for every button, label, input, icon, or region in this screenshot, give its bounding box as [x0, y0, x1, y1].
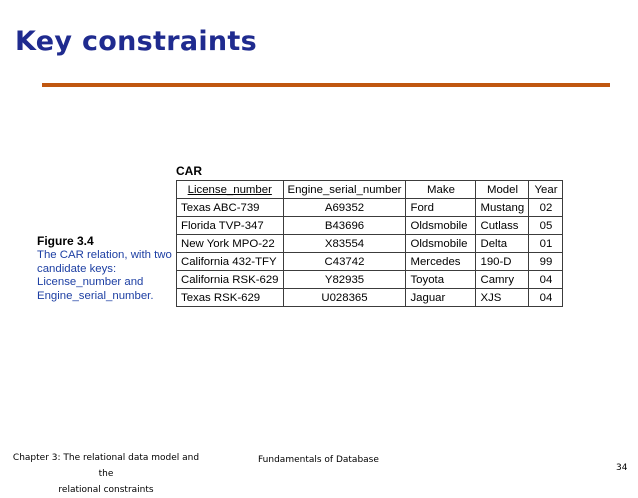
relation-name: CAR: [176, 164, 202, 178]
table-cell: Mercedes: [406, 253, 476, 271]
table-cell: A69352: [283, 199, 406, 217]
column-header: License_number: [177, 181, 284, 199]
table-row: [177, 235, 563, 253]
footer-chapter-line: Chapter 3: The relational data model and the: [12, 453, 200, 479]
table-cell: Y82935: [283, 271, 406, 289]
column-header: Year: [529, 181, 563, 199]
table-cell: Toyota: [406, 271, 476, 289]
table-cell: Mustang: [476, 199, 529, 217]
table-cell: Texas ABC-739: [177, 199, 284, 217]
footer-course-title: Fundamentals of Database: [258, 455, 379, 465]
table-cell: 99: [529, 253, 563, 271]
table-cell: 04: [529, 289, 563, 307]
table-cell: Delta: [476, 235, 529, 253]
table-cell: XJS: [476, 289, 529, 307]
table-row: [177, 253, 563, 271]
table-cell: B43696: [283, 217, 406, 235]
table-cell: California RSK-629: [177, 271, 284, 289]
table-cell: California 432-TFY: [177, 253, 284, 271]
table-cell: 01: [529, 235, 563, 253]
table-row: [177, 271, 563, 289]
table-row: [177, 217, 563, 235]
table-cell: Oldsmobile: [406, 235, 476, 253]
table-cell: C43742: [283, 253, 406, 271]
table-cell: Jaguar: [406, 289, 476, 307]
table-cell: 02: [529, 199, 563, 217]
table-cell: 04: [529, 271, 563, 289]
figure-caption: [37, 235, 177, 303]
table-cell: Cutlass: [476, 217, 529, 235]
table-cell: X83554: [283, 235, 406, 253]
column-header: Engine_serial_number: [283, 181, 406, 199]
table-cell: Camry: [476, 271, 529, 289]
table-row: [177, 199, 563, 217]
figure-caption-text: The CAR relation, with two candidate keys: License_number and Engine_serial_number.: [37, 249, 172, 302]
table-cell: Ford: [406, 199, 476, 217]
table-cell: 190-D: [476, 253, 529, 271]
footer-chapter: [6, 450, 206, 498]
table-cell: Texas RSK-629: [177, 289, 284, 307]
page-number: 34: [616, 463, 628, 473]
slide-title: Key constraints: [15, 26, 258, 57]
title-divider: [42, 83, 610, 87]
table-cell: Oldsmobile: [406, 217, 476, 235]
table-cell: Florida TVP-347: [177, 217, 284, 235]
table-cell: U028365: [283, 289, 406, 307]
car-relation-table: [176, 180, 563, 307]
column-header: Model: [476, 181, 529, 199]
footer-chapter-line: relational constraints: [58, 485, 154, 495]
table-cell: New York MPO-22: [177, 235, 284, 253]
column-header: Make: [406, 181, 476, 199]
figure-label: Figure 3.4: [37, 234, 94, 248]
table-cell: 05: [529, 217, 563, 235]
table-row: [177, 289, 563, 307]
table-header-row: [177, 181, 563, 199]
